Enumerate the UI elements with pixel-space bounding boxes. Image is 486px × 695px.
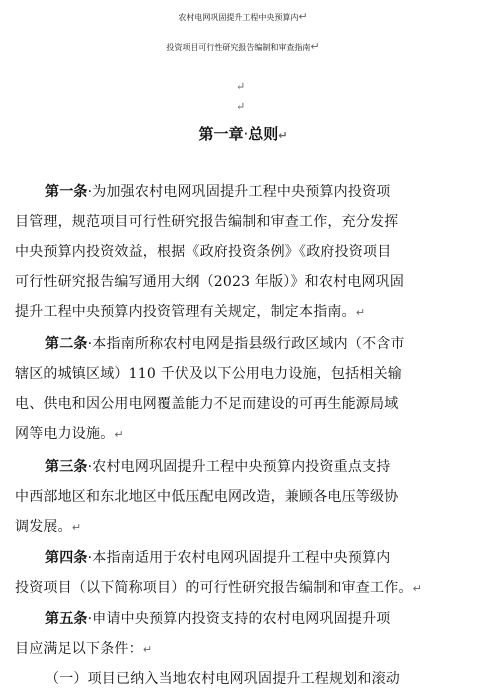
article-number: 第三条 — [45, 459, 88, 475]
paragraph-mark: ↵ — [71, 521, 82, 534]
article-text: 本指南所称农村电网是指县级行政区域内（不含市 — [92, 336, 405, 352]
article-2-line-4 — [15, 425, 124, 444]
article-3-line-3 — [15, 518, 81, 537]
article-3-line-2 — [15, 488, 398, 506]
paragraph-mark: ↵ — [412, 582, 423, 595]
article-text: 中西部地区和东北地区中低压配电网改造，兼顾各电压等级协 — [15, 489, 399, 505]
paragraph-mark: ↵ — [142, 643, 153, 656]
document-title-line-2 — [0, 34, 486, 61]
paragraph-mark: ↵ — [310, 40, 320, 53]
article-text: 中央预算内投资效益，根据《政府投资条例》《政府投资项目 — [15, 244, 392, 260]
article-text: 本指南适用于农村电网巩固提升工程中央预算内 — [92, 550, 391, 566]
article-text: 申请中央预算内投资支持的农村电网巩固提升项 — [92, 611, 391, 627]
article-2-line-2 — [15, 365, 402, 383]
article-text: 调发展。 — [15, 519, 72, 535]
article-text: 为加强农村电网巩固提升工程中央预算内投资项 — [92, 184, 391, 200]
article-text: 电、供电和因公用电网覆盖能力不足而建设的可再生能源局域 — [15, 396, 399, 412]
title-text-1: 农村电网巩固提升工程中央预算内 — [178, 13, 299, 22]
article-number: 第四条 — [45, 550, 88, 566]
paragraph-mark: ↵ — [278, 129, 288, 142]
article-text: 提升工程中央预算内投资管理有关规定，制定本指南。 — [15, 304, 356, 320]
article-text: 目应满足以下条件： — [15, 641, 143, 657]
article-number: 第五条 — [45, 611, 88, 627]
title-text-2: 投资项目可行性研究报告编制和审查指南 — [166, 43, 311, 52]
article-3-line-1: 第三条·农村电网巩固提升工程中央预算内投资重点支持 — [45, 459, 391, 475]
article-number: 第二条 — [45, 336, 88, 352]
article-5-line-1: 第五条·申请中央预算内投资支持的农村电网巩固提升项 — [45, 611, 391, 627]
article-text: 农村电网巩固提升工程中央预算内投资重点支持 — [92, 459, 391, 475]
paragraph-mark: ↵ — [355, 306, 366, 319]
paragraph-mark: ↵ — [114, 428, 124, 441]
article-number: 第一条 — [45, 184, 88, 200]
chapter-name: 总则 — [248, 125, 279, 143]
article-1-line-3 — [15, 243, 391, 261]
chapter-separator: · — [243, 125, 249, 143]
article-5-line-2 — [15, 640, 152, 659]
article-text: 网等电力设施。 — [15, 426, 115, 442]
article-1-line-2 — [15, 213, 398, 231]
article-4-line-2 — [15, 579, 422, 598]
item-text: （一）项目已纳入当地农村电网巩固提升工程规划和滚动 — [45, 671, 400, 687]
article-1-line-5 — [15, 303, 365, 322]
article-2-line-3 — [15, 395, 398, 413]
article-4-line-1: 第四条·本指南适用于农村电网巩固提升工程中央预算内 — [45, 550, 391, 566]
chapter-heading — [0, 124, 486, 146]
empty-paragraph-mark: ↵ — [236, 100, 246, 113]
item-1-line-1 — [45, 670, 400, 688]
article-1-line-1: 第一条·为加强农村电网巩固提升工程中央预算内投资项 — [45, 184, 391, 200]
empty-paragraph-mark: ↵ — [236, 80, 246, 93]
article-text: 辖区的城镇区域）110 千伏及以下公用电力设施，包括相关输 — [15, 366, 402, 382]
chapter-label: 第一章 — [198, 125, 244, 143]
article-text: 目管理，规范项目可行性研究报告编制和审查工作，充分发挥 — [15, 214, 399, 230]
article-text: 可行性研究报告编写通用大纲（2023 年版）》和农村电网巩固 — [15, 274, 405, 290]
article-1-line-4 — [15, 273, 404, 291]
document-title-line-1 — [0, 4, 486, 31]
article-2-line-1: 第二条·本指南所称农村电网是指县级行政区域内（不含市 — [45, 336, 405, 352]
article-text: 投资项目（以下简称项目）的可行性研究报告编制和审查工作。 — [15, 580, 413, 596]
paragraph-mark: ↵ — [298, 10, 308, 23]
